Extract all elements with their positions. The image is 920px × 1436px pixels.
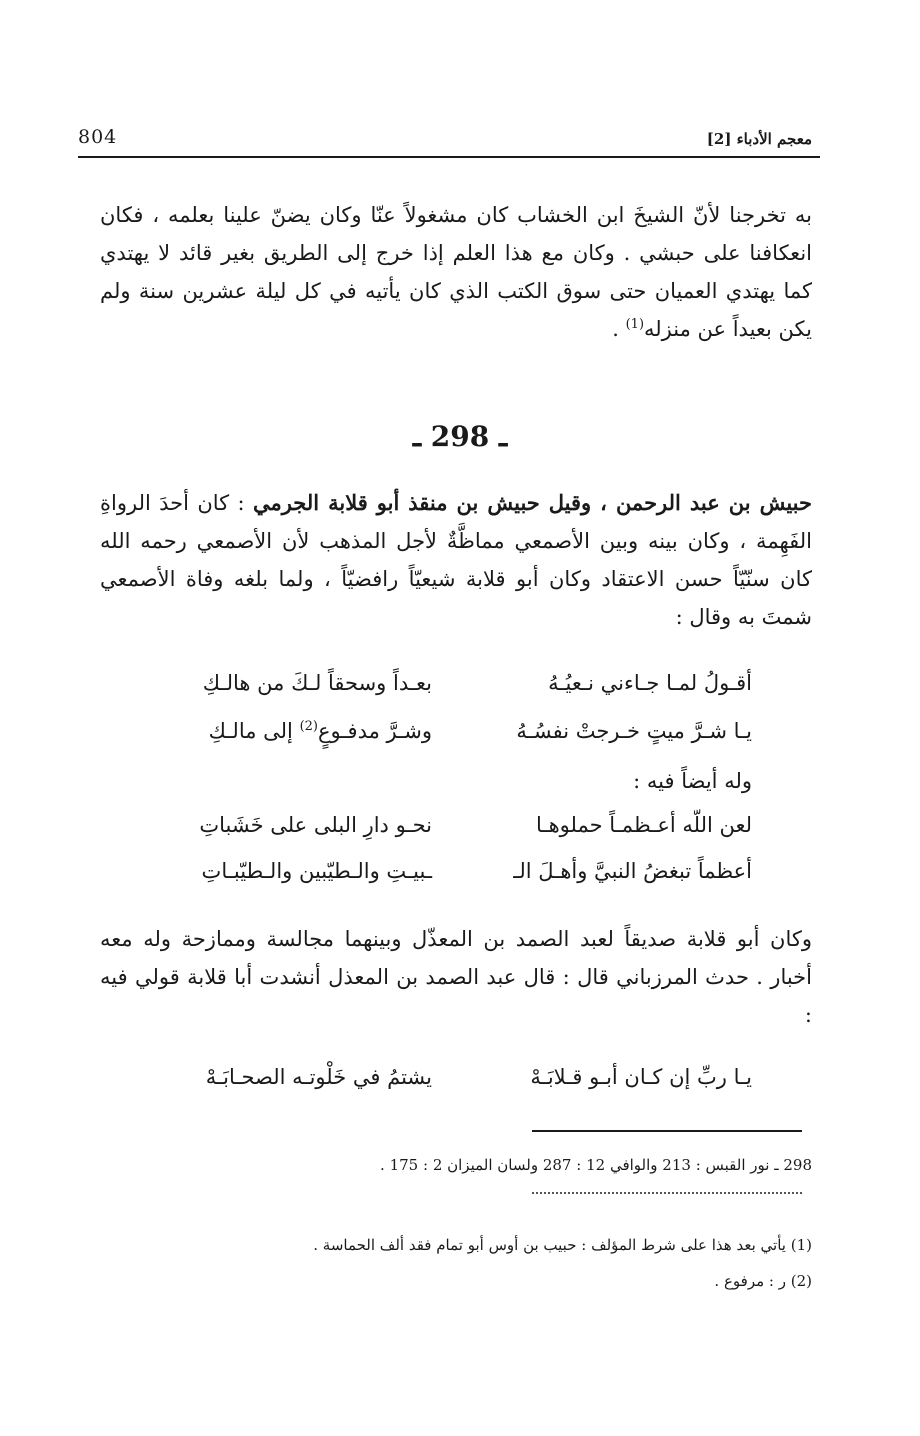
verse-text: إلى مالـكِ <box>208 719 300 743</box>
verse-second-hemistich <box>132 712 432 750</box>
entry-paragraph-2: وكان أبو قلابة صديقاً لعبد الصمد بن المعذّل وبينهما مجالسة وممازحة وله معه أخبار . حدث المرزباني قال : قال عبد الصمد بن المعذل أنشدت أبا قلابة قولي فيه : <box>100 927 812 1027</box>
entry-subject-name: حبيش بن عبد الرحمن ، وقيل حبيش بن منقذ أبو قلابة الجرمي <box>252 490 812 515</box>
verse-line <box>132 806 752 844</box>
entry-lead-paragraph <box>100 484 812 636</box>
verse-second-hemistich: بعـداً وسحقاً لـكَ من هالـكِ <box>202 671 432 695</box>
intro-text: به تخرجنا لأنّ الشيخَ ابن الخشاب كان مشغولاً عنّا وكان يضنّ علينا بعلمه ، فكان انعكافنا على حبشي . وكان مع هذا العلم إذا خرج إلى الطريق بغير قائد لا يهتدي كما يهتدي العميان حتى سوق الكتب الذي كان يأتيه في كل ليلة عشرين سنة ولم يكن بعيداً عن منزله <box>100 203 812 341</box>
verse-second-hemistich: نحـو دارِ البلى على خَشَباتِ <box>199 813 432 837</box>
verse-first-hemistich: أقـولُ لمـا جـاءني نـعيُـهُ <box>548 671 752 695</box>
verse-first-hemistich: يـا شـرَّ ميتٍ خـرجتْ نفسُـهُ <box>516 719 752 743</box>
verse-second-hemistich: ـبيـتِ والـطيّبين والـطيّبـاتِ <box>201 859 432 883</box>
verse-line <box>132 1058 752 1096</box>
verse-second-hemistich: يشتمُ في خَلْوتـه الصحـابَـهْ <box>205 1065 432 1089</box>
verse-line <box>132 664 752 702</box>
entry-lead-text: : كان أحدَ الرواةِ الفَهِمة ، وكان بينه وبين الأصمعي مماظَّةٌ لأجل المذهب لأن الأصمعي رحمه الله كان سنّيّاً حسن الاعتقاد وكان أبو قلابة شيعيّاً رافضيّاً ، ولما بلغه وفاة الأصمعي شمتَ به وقال : <box>100 491 812 629</box>
intro-paragraph <box>100 196 812 348</box>
footnote-ref-2: (2) <box>299 719 318 734</box>
page-number: 804 <box>78 126 118 148</box>
verse-first-hemistich: لعن اللّه أعـظمـاً حملوهـا <box>536 813 752 837</box>
verse-text: وشـرَّ مدفـوعٍ <box>318 719 432 743</box>
verse-first-hemistich: يـا ربِّ إن كـان أبـو قـلابَـهْ <box>530 1065 752 1089</box>
intro-tail: . <box>612 317 626 341</box>
verse-line <box>132 712 752 750</box>
header-rule <box>78 156 820 158</box>
source-note: 298 ـ نور القبس : 213 والوافي 12 : 287 ولسان الميزان 2 : 175 . <box>380 1156 812 1174</box>
verse-intro: وله أيضاً فيه : <box>633 769 752 793</box>
dotted-separator <box>532 1192 802 1194</box>
verse-line <box>132 852 752 890</box>
running-header-title: معجم الأدباء [2] <box>706 130 812 148</box>
verse-first-hemistich: أعظماً تبغضُ النبيَّ وأهـلَ الـ <box>513 859 752 883</box>
footnote-rule <box>532 1130 802 1132</box>
footnote-2: (2) ر : مرفوع . <box>714 1272 812 1290</box>
footnote-ref-1: (1) <box>625 317 645 332</box>
footnote-1: (1) يأتي بعد هذا على شرط المؤلف : حبيب بن أوس أبو تمام فقد ألف الحماسة . <box>313 1236 812 1254</box>
entry-number: ـ 298 ـ <box>412 420 508 453</box>
